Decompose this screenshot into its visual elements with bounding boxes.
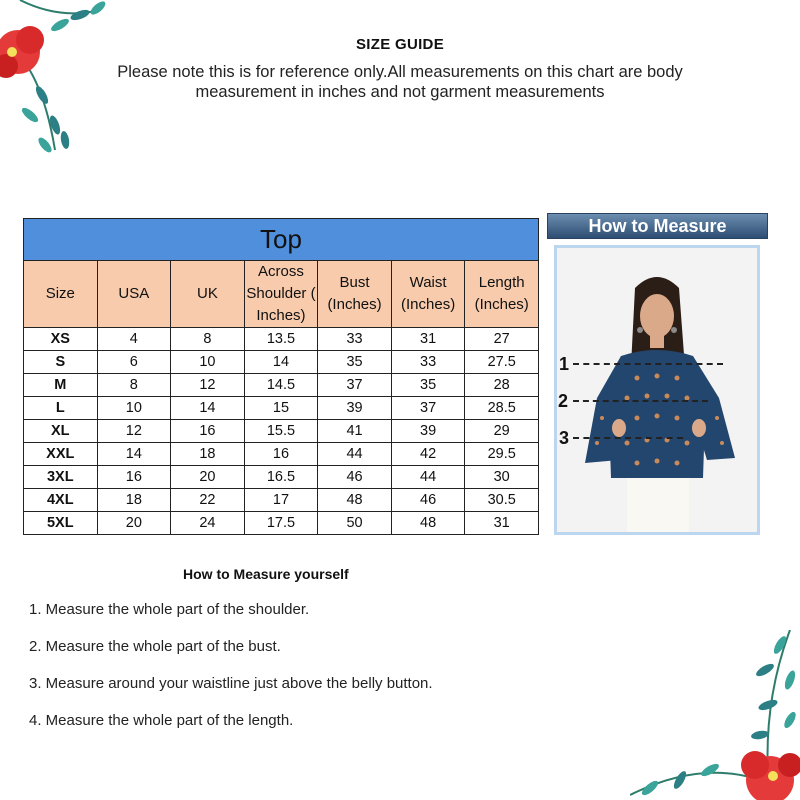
- shoulder-line: [573, 363, 723, 365]
- column-header: USA: [97, 261, 171, 328]
- measure-marker-3: 3: [559, 428, 570, 448]
- table-cell: 16: [97, 466, 171, 489]
- table-cell: 44: [318, 443, 392, 466]
- table-cell: 14: [244, 351, 318, 374]
- column-header: Bust (Inches): [318, 261, 392, 328]
- table-cell: 16.5: [244, 466, 318, 489]
- size-cell: 4XL: [24, 489, 98, 512]
- measure-marker-1: 1: [559, 354, 570, 374]
- table-row: [24, 512, 539, 535]
- table-cell: 37: [318, 374, 392, 397]
- table-cell: 14.5: [244, 374, 318, 397]
- table-cell: 14: [97, 443, 171, 466]
- instructions-title: How to Measure yourself: [183, 566, 349, 582]
- table-cell: 14: [171, 397, 245, 420]
- table-body: [24, 328, 539, 535]
- column-header: Size: [24, 261, 98, 328]
- table-cell: 31: [465, 512, 539, 535]
- model-photo: [554, 245, 760, 535]
- table-cell: 42: [391, 443, 465, 466]
- table-cell: 46: [318, 466, 392, 489]
- table-cell: 10: [97, 397, 171, 420]
- table-cell: 28: [465, 374, 539, 397]
- column-header: Waist (Inches): [391, 261, 465, 328]
- table-cell: 37: [391, 397, 465, 420]
- table-cell: 30: [465, 466, 539, 489]
- table-cell: 33: [391, 351, 465, 374]
- instructions-list: [29, 600, 433, 748]
- size-cell: 3XL: [24, 466, 98, 489]
- size-cell: L: [24, 397, 98, 420]
- table-cell: 39: [318, 397, 392, 420]
- table-cell: 22: [171, 489, 245, 512]
- table-cell: 6: [97, 351, 171, 374]
- waist-line: [573, 437, 683, 439]
- floral-decoration-bottom-right: [630, 630, 800, 800]
- table-cell: 17: [244, 489, 318, 512]
- table-row: [24, 466, 539, 489]
- table-cell: 41: [318, 420, 392, 443]
- bust-line: [573, 400, 708, 402]
- table-cell: 10: [171, 351, 245, 374]
- table-cell: 29: [465, 420, 539, 443]
- table-cell: 4: [97, 328, 171, 351]
- table-cell: 33: [318, 328, 392, 351]
- size-cell: XS: [24, 328, 98, 351]
- size-cell: XXL: [24, 443, 98, 466]
- table-cell: 8: [171, 328, 245, 351]
- table-cell: 15.5: [244, 420, 318, 443]
- measure-marker-2: 2: [558, 391, 569, 411]
- table-header-row: [24, 261, 539, 328]
- table-cell: 12: [171, 374, 245, 397]
- table-cell: 16: [244, 443, 318, 466]
- instruction-step: 4. Measure the whole part of the length.: [29, 712, 294, 729]
- table-cell: 18: [171, 443, 245, 466]
- table-cell: 46: [391, 489, 465, 512]
- column-header: Length (Inches): [465, 261, 539, 328]
- table-cell: 12: [97, 420, 171, 443]
- table-cell: 29.5: [465, 443, 539, 466]
- disclaimer-note: Please note this is for reference only.All measurements on this chart are body measurement in inches and not garment measurements: [117, 63, 683, 101]
- table-row: [24, 443, 539, 466]
- size-chart-table: [23, 218, 539, 535]
- table-cell: 20: [97, 512, 171, 535]
- table-cell: 8: [97, 374, 171, 397]
- table-cell: 15: [244, 397, 318, 420]
- table-cell: 50: [318, 512, 392, 535]
- size-cell: 5XL: [24, 512, 98, 535]
- size-cell: M: [24, 374, 98, 397]
- table-cell: 31: [391, 328, 465, 351]
- table-cell: 20: [171, 466, 245, 489]
- table-row: [24, 328, 539, 351]
- table-cell: 16: [171, 420, 245, 443]
- table-cell: 48: [391, 512, 465, 535]
- column-header: UK: [171, 261, 245, 328]
- table-cell: 17.5: [244, 512, 318, 535]
- page-title: SIZE GUIDE: [355, 36, 444, 53]
- table-title: Top: [24, 219, 539, 261]
- model-illustration: [557, 248, 757, 532]
- column-header: Across Shoulder ( Inches): [244, 261, 318, 328]
- size-cell: S: [24, 351, 98, 374]
- table-cell: 28.5: [465, 397, 539, 420]
- instruction-step: 2. Measure the whole part of the bust.: [29, 638, 281, 655]
- table-cell: 44: [391, 466, 465, 489]
- table-row: [24, 420, 539, 443]
- table-cell: 48: [318, 489, 392, 512]
- size-cell: XL: [24, 420, 98, 443]
- table-cell: 35: [391, 374, 465, 397]
- how-to-measure-banner: How to Measure: [547, 213, 768, 239]
- table-cell: 27: [465, 328, 539, 351]
- table-cell: 18: [97, 489, 171, 512]
- table-cell: 30.5: [465, 489, 539, 512]
- table-row: [24, 397, 539, 420]
- table-cell: 27.5: [465, 351, 539, 374]
- table-row: [24, 489, 539, 512]
- table-row: [24, 351, 539, 374]
- table-row: [24, 374, 539, 397]
- table-cell: 13.5: [244, 328, 318, 351]
- instruction-step: 3. Measure around your waistline just above the belly button.: [29, 675, 433, 692]
- table-cell: 35: [318, 351, 392, 374]
- table-cell: 39: [391, 420, 465, 443]
- table-cell: 24: [171, 512, 245, 535]
- instruction-step: 1. Measure the whole part of the shoulder.: [29, 601, 310, 618]
